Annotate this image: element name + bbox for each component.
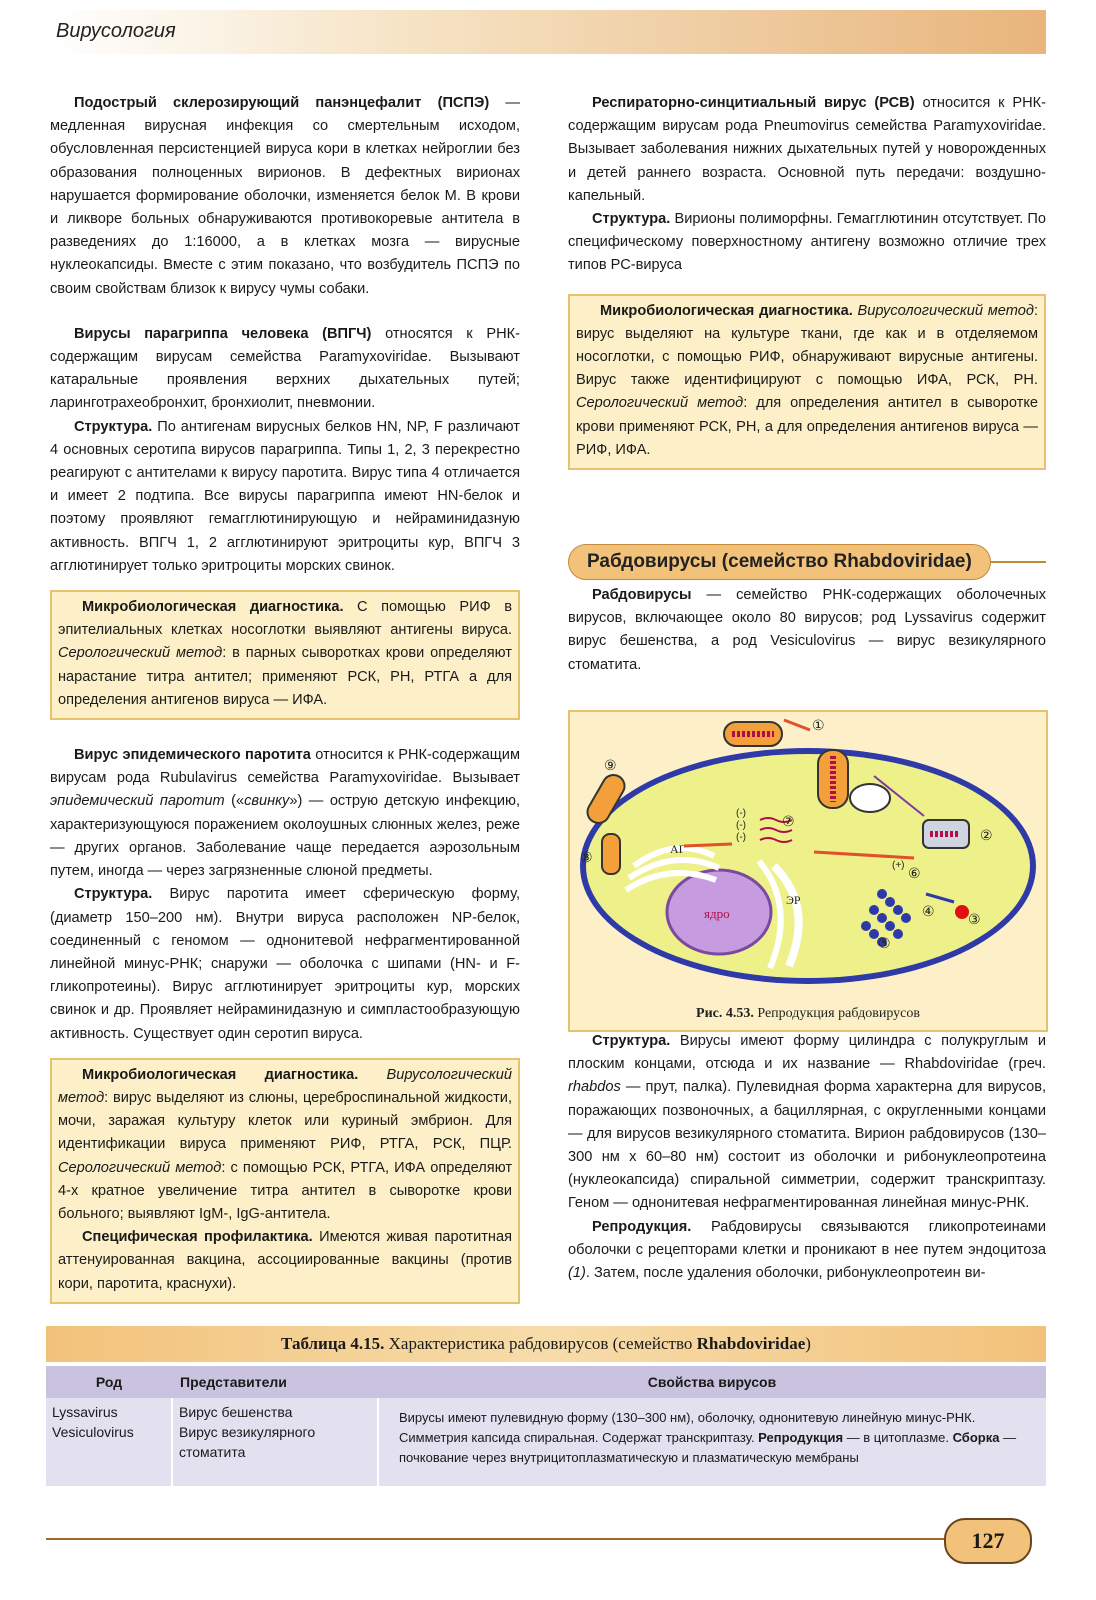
diagnostics-box-rsv: Микробиологическая диагностика. Вирусологический метод: вирус выделяют на культуре ткани, где как и в отделяемом носоглотки, с помощью РИФ, обнаруживают вирусные антигены. Вирус также идентифицируют с помощью ИФА, РСК, РН. Серологический метод: для определения антител в сыворотке крови применяют РСК, РН, а для определения антигенов вируса — РИФ, ИФА. bbox=[568, 294, 1046, 470]
plus-label: (+) bbox=[892, 860, 905, 871]
rhabdovirus-table bbox=[46, 1366, 1046, 1486]
endosome bbox=[850, 784, 890, 812]
step-5: ⑤ bbox=[878, 935, 891, 951]
paragraph-sspe: Подострый склерозирующий панэнцефалит (ПСПЭ) — медленная вирусная инфекция со смертельным исходом, обусловленная персистенцией вируса кори в клетках нейроглии без образования полноценных вирионов. В дефектных вирионах нарушается формирование оболочки, изменяется белок М. В крови и ликворе больных обнаруживаются противокоревые антитела в разведениях до 1:16000, а в клетках мозга — вирусные нуклеокапсиды. Вместе с этим показано, что возбудитель ПСПЭ по своим свойствам близок к вирусу чумы собаки. bbox=[50, 95, 520, 297]
genus-cell: Lyssavirus Vesiculovirus bbox=[46, 1398, 172, 1486]
virion-assembly bbox=[602, 834, 620, 874]
golgi-label: АГ bbox=[670, 842, 686, 856]
figure-caption: Рис. 4.53. Репродукция рабдовирусов bbox=[696, 1006, 920, 1021]
step-9: ⑨ bbox=[604, 757, 617, 773]
diagnostics-box-parainfluenza: Микробиологическая диагностика. С помощью РИФ в эпителиальных клетках носоглотки выявляют антигены вируса. Серологический метод: в парных сыворотках крови определяют нарастание титра антител; применяют РСК, РН, РТГА а для определения антигенов вируса — ИФА. bbox=[50, 590, 520, 720]
footer-rule bbox=[46, 1538, 1006, 1540]
col-header-genus: Род bbox=[46, 1366, 172, 1398]
page-number: 127 bbox=[944, 1518, 1032, 1564]
right-column-rhabdo-text bbox=[568, 1030, 1046, 1285]
right-column-rhabdo-intro bbox=[568, 584, 1046, 677]
paragraph-rsv: Респираторно-синцитиальный вирус (РСВ) относится к РНК-содержащим вирусам рода Pneumovirus семейства Paramyxoviridae. Вызывает заболевания нижних дыхательных путей у новорожденных и детей раннего возраста. Основной путь передачи: воздушно-капельный. bbox=[568, 95, 1047, 204]
nucleus-label: ядро bbox=[704, 906, 730, 921]
step-3: ③ bbox=[968, 911, 981, 927]
step-8: ⑧ bbox=[580, 849, 593, 865]
paragraph-mumps: Вирус эпидемического паротита относится к РНК-содержащим вирусам рода Rubulavirus семейства Paramyxoviridae. Вызывает эпидемический паротит («свинку») — острую детскую инфекцию, характеризующуюся поражением околоушных слюнных желез, реже — других органов. Заболевание чаще передается аэрозольным путем, иногда — через загрязненные слюной предметы. bbox=[50, 747, 520, 880]
diagnostics-box-mumps: Микробиологическая диагностика. Вирусологический метод: вирус выделяют из слюны, цереброспинальной жидкости, мочи, заражая культуру клеток или куриный эмбрион. Для идентификации вируса применяют РИФ, РТГА, РСК, ПЦР. Серологический метод: с помощью РСК, РТГА, ИФА определяют 4-х кратное увеличение титра антител в сыворотке крови больного; выявляют IgM-, IgG-антитела. Специфическая профилактика. Имеются живая паротитная аттенуированная вакцина, ассоциированные вакцины (против кори, паротита, краснухи). bbox=[50, 1058, 520, 1304]
transcriptase bbox=[955, 905, 969, 919]
paragraph-parainfluenza: Вирусы парагриппа человека (ВПГЧ) относятся к РНК-содержащим вирусам семейства Paramyxoviridae. Вызывают катаральные проявления верхних дыхательных путей; ларинготрахеобронхит, бронхиолит, пневмонии. bbox=[50, 325, 520, 412]
header-band bbox=[48, 10, 1046, 54]
reproduction-diagram bbox=[574, 716, 1042, 998]
right-column bbox=[568, 92, 1046, 470]
left-column bbox=[50, 92, 520, 1304]
paragraph-rhabdoviruses: Рабдовирусы — семейство РНК-содержащих оболочечных вирусов, включающее около 80 вирусов; род Lyssavirus содержит вирус бешенства, а род Vesiculovirus — вирус везикулярного стоматита. bbox=[568, 587, 1046, 673]
table-title: Таблица 4.15. Характеристика рабдовирусов (семейство Rhabdoviridae) bbox=[281, 1334, 811, 1353]
step-4: ④ bbox=[922, 903, 935, 919]
paragraph-rsv-structure: Структура. Вирионы полиморфны. Гемагглютинин отсутствует. По специфическому поверхностному антигену возможно отличие трех типов РС-вируса bbox=[568, 211, 1046, 274]
er-label: ЭР bbox=[786, 893, 801, 907]
step-6: ⑥ bbox=[908, 865, 921, 881]
members-cell: Вирус бешенства Вирус везикулярного стоматита bbox=[172, 1398, 378, 1486]
step-2: ② bbox=[980, 827, 993, 843]
paragraph-rhabdo-structure: Структура. Вирусы имеют форму цилиндра с полукруглым и плоским концами, отсюда и их название — Rhabdoviridae (греч. rhabdos — прут, палка). Пулевидная форма характерна для вирусов, поражающих позвоночных, а бациллярная, с округленными концами — для вирусов везикулярного стоматита. Вирион рабдовирусов (130–300 нм х 60–80 нм) состоит из оболочки и рибонуклеопротеина (нуклеокапсида) спиральной симметрии, содержит транскриптазу. Геном — однонитевая нефрагментированная линейная минус-РНК. bbox=[568, 1033, 1046, 1212]
step-1: ① bbox=[812, 717, 825, 733]
properties-cell: Вирусы имеют пулевидную форму (130–300 нм), оболочку, однонитевую линейную минус-РНК. Симметрия капсида спиральная. Содержат транскриптазу. Репродукция — в цитоплазме. Сборка — почкование через внутрицитоплазматическую и плазматическую мембраны bbox=[378, 1398, 1046, 1486]
minus-label-3: (-) bbox=[736, 832, 746, 843]
minus-label-2: (-) bbox=[736, 820, 746, 831]
table-header-row bbox=[46, 1366, 1046, 1398]
paragraph-mumps-structure: Структура. Вирус паротита имеет сферическую форму, (диаметр 150–200 нм). Внутри вируса расположен NP-белок, соединенный с геномом — однонитевой нефрагментированной линейной минус-РНК; снаружи — оболочка с шипами (HN- и F-гликопротеины). Вирус агглютинирует эритроциты кур, морских свинок и др. Проявляет нейраминидазную и симпластообразующую активность. Существует один серотип вируса. bbox=[50, 886, 520, 1042]
figure-rhabdovirus-reproduction bbox=[568, 710, 1048, 1032]
paragraph-rhabdo-reproduction: Репродукция. Рабдовирусы связываются гликопротеинами оболочки с рецепторами клетки и проникают в нее путем эндоцитоза (1). Затем, после удаления оболочки, рибонуклеопротеин ви- bbox=[568, 1218, 1046, 1282]
table-title-band bbox=[46, 1326, 1046, 1362]
minus-label-1: (-) bbox=[736, 808, 746, 819]
running-header: Вирусология bbox=[56, 20, 176, 42]
col-header-properties: Свойства вирусов bbox=[378, 1366, 1046, 1398]
paragraph-parainfluenza-structure: Структура. По антигенам вирусных белков HN, NP, F различают 4 основных серотипа вирусов парагриппа. Типы 1, 2, 3 перекрестно реагируют с антителами к вирусу паротита. Вирус типа 4 отличается и имеет 2 подтипа. Все вирусы парагриппа имеют HN-белок и поэтому проявляют гемагглютинирующую и нейраминидазную активность. ВПГЧ 1, 2 агглютинируют эритроциты кур, ВПГЧ 3 агглютинирует только эритроциты морских свинок. bbox=[50, 418, 520, 574]
col-header-members: Представители bbox=[172, 1366, 378, 1398]
table-row bbox=[46, 1398, 1046, 1486]
step-7: ⑦ bbox=[782, 813, 795, 829]
section-title: Рабдовирусы (семейство Rhabdoviridae) bbox=[568, 544, 991, 580]
section-heading bbox=[568, 544, 1046, 580]
